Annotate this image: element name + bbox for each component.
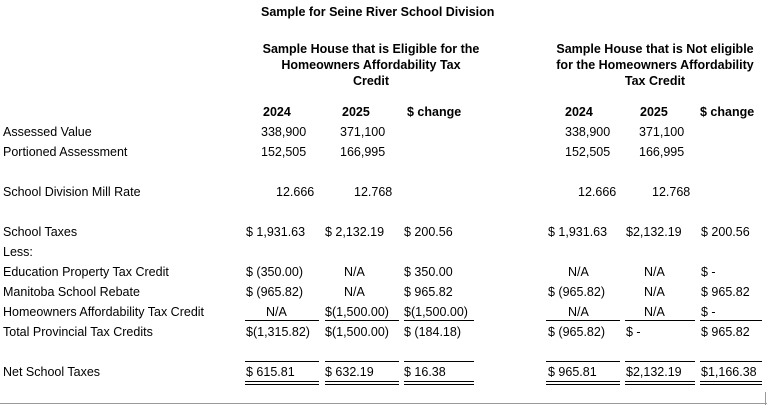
eligible-heading-line-3: Credit bbox=[352, 74, 390, 88]
cell-value: 371,100 bbox=[340, 125, 386, 139]
cell-value: $ (184.18) bbox=[404, 325, 461, 339]
single-underline bbox=[245, 320, 319, 321]
row-label-education-property-tax-credit: Education Property Tax Credit bbox=[3, 265, 169, 279]
cell-value: $ 2,132.19 bbox=[325, 225, 385, 239]
double-underline bbox=[404, 381, 474, 385]
cell-value: $(1,500.00) bbox=[404, 305, 468, 319]
cell-value: N/A bbox=[644, 305, 665, 319]
eligible-col-2024: 2024 bbox=[263, 105, 291, 119]
single-underline bbox=[325, 320, 399, 321]
row-label-homeowners-affordability-tax-credit: Homeowners Affordability Tax Credit bbox=[3, 305, 205, 319]
single-underline bbox=[404, 320, 474, 321]
single-underline bbox=[700, 320, 762, 321]
eligible-heading-line-2: Homeowners Affordability Tax bbox=[281, 58, 461, 72]
cell-value: 166,995 bbox=[639, 145, 685, 159]
cell-value: $ 1,931.63 bbox=[548, 225, 608, 239]
cell-value: 166,995 bbox=[340, 145, 386, 159]
row-label-manitoba-school-rebate: Manitoba School Rebate bbox=[3, 285, 140, 299]
double-underline bbox=[245, 381, 319, 385]
cell-value: N/A bbox=[568, 305, 589, 319]
cell-value: $ 632.19 bbox=[325, 365, 374, 379]
single-underline bbox=[546, 320, 620, 321]
cell-value: 371,100 bbox=[639, 125, 685, 139]
cell-border-right bbox=[765, 392, 766, 405]
cell-value: N/A bbox=[644, 285, 665, 299]
cell-value: N/A bbox=[344, 285, 365, 299]
cell-value: $ (965.82) bbox=[246, 285, 303, 299]
top-rule bbox=[325, 361, 399, 362]
double-underline bbox=[546, 381, 620, 385]
not-eligible-col-change: $ change bbox=[700, 105, 755, 119]
cell-value: 152,505 bbox=[261, 145, 307, 159]
cell-value: $(1,315.82) bbox=[246, 325, 310, 339]
not-eligible-heading-line-3: Tax Credit bbox=[624, 74, 686, 88]
row-label-less: Less: bbox=[3, 245, 33, 259]
eligible-col-2025: 2025 bbox=[342, 105, 370, 119]
cell-value: N/A bbox=[568, 265, 589, 279]
cell-value: N/A bbox=[644, 265, 665, 279]
top-rule bbox=[625, 361, 695, 362]
cell-value: $ 16.38 bbox=[404, 365, 446, 379]
top-rule bbox=[700, 361, 762, 362]
row-label-mill-rate: School Division Mill Rate bbox=[3, 185, 141, 199]
top-rule bbox=[546, 361, 620, 362]
cell-value: $ (965.82) bbox=[548, 325, 605, 339]
cell-value: $ 1,931.63 bbox=[246, 225, 306, 239]
cell-border-bottom bbox=[0, 403, 767, 404]
double-underline bbox=[700, 381, 762, 385]
sheet-title: Sample for Seine River School Division bbox=[261, 5, 495, 19]
eligible-heading bbox=[226, 41, 516, 89]
cell-value: $ 965.82 bbox=[701, 325, 750, 339]
cell-value: N/A bbox=[266, 305, 287, 319]
eligible-col-change: $ change bbox=[407, 105, 462, 119]
cell-value: 12.768 bbox=[354, 185, 393, 199]
cell-value: $(1,500.00) bbox=[325, 305, 389, 319]
cell-value: $ 350.00 bbox=[404, 265, 453, 279]
not-eligible-col-2024: 2024 bbox=[565, 105, 593, 119]
single-underline bbox=[625, 320, 695, 321]
row-label-net-school-taxes: Net School Taxes bbox=[3, 365, 101, 379]
cell-value: 12.666 bbox=[276, 185, 315, 199]
double-underline bbox=[325, 381, 399, 385]
cell-value: 12.768 bbox=[652, 185, 691, 199]
cell-value: $2,132.19 bbox=[626, 225, 682, 239]
cell-value: $ - bbox=[626, 325, 641, 339]
not-eligible-heading-line-1: Sample House that is Not eligible bbox=[556, 42, 754, 56]
cell-value: $1,166.38 bbox=[701, 365, 757, 379]
top-rule bbox=[404, 361, 474, 362]
cell-value: $ - bbox=[701, 305, 716, 319]
cell-value: $ - bbox=[701, 265, 716, 279]
cell-value: 12.666 bbox=[578, 185, 617, 199]
row-label-portioned-assessment: Portioned Assessment bbox=[3, 145, 128, 159]
cell-value: $ 200.56 bbox=[701, 225, 750, 239]
row-label-school-taxes: School Taxes bbox=[3, 225, 78, 239]
cell-value: $ (965.82) bbox=[548, 285, 605, 299]
cell-value: $(1,500.00) bbox=[325, 325, 389, 339]
not-eligible-heading-line-2: for the Homeowners Affordability bbox=[556, 58, 754, 72]
cell-value: $ 965.82 bbox=[404, 285, 453, 299]
cell-value: 152,505 bbox=[565, 145, 611, 159]
cell-value: 338,900 bbox=[565, 125, 611, 139]
cell-value: $ 200.56 bbox=[404, 225, 453, 239]
row-label-assessed-value: Assessed Value bbox=[3, 125, 92, 139]
not-eligible-heading bbox=[530, 41, 767, 89]
cell-value: $2,132.19 bbox=[626, 365, 682, 379]
cell-value: 338,900 bbox=[261, 125, 307, 139]
row-label-total-provincial-tax-credits: Total Provincial Tax Credits bbox=[3, 325, 153, 339]
top-rule bbox=[245, 361, 319, 362]
cell-value: N/A bbox=[344, 265, 365, 279]
cell-value: $ (350.00) bbox=[246, 265, 303, 279]
cell-value: $ 965.82 bbox=[701, 285, 750, 299]
cell-value: $ 615.81 bbox=[246, 365, 295, 379]
double-underline bbox=[625, 381, 695, 385]
cell-value: $ 965.81 bbox=[548, 365, 597, 379]
not-eligible-col-2025: 2025 bbox=[640, 105, 668, 119]
eligible-heading-line-1: Sample House that is Eligible for the bbox=[262, 42, 480, 56]
